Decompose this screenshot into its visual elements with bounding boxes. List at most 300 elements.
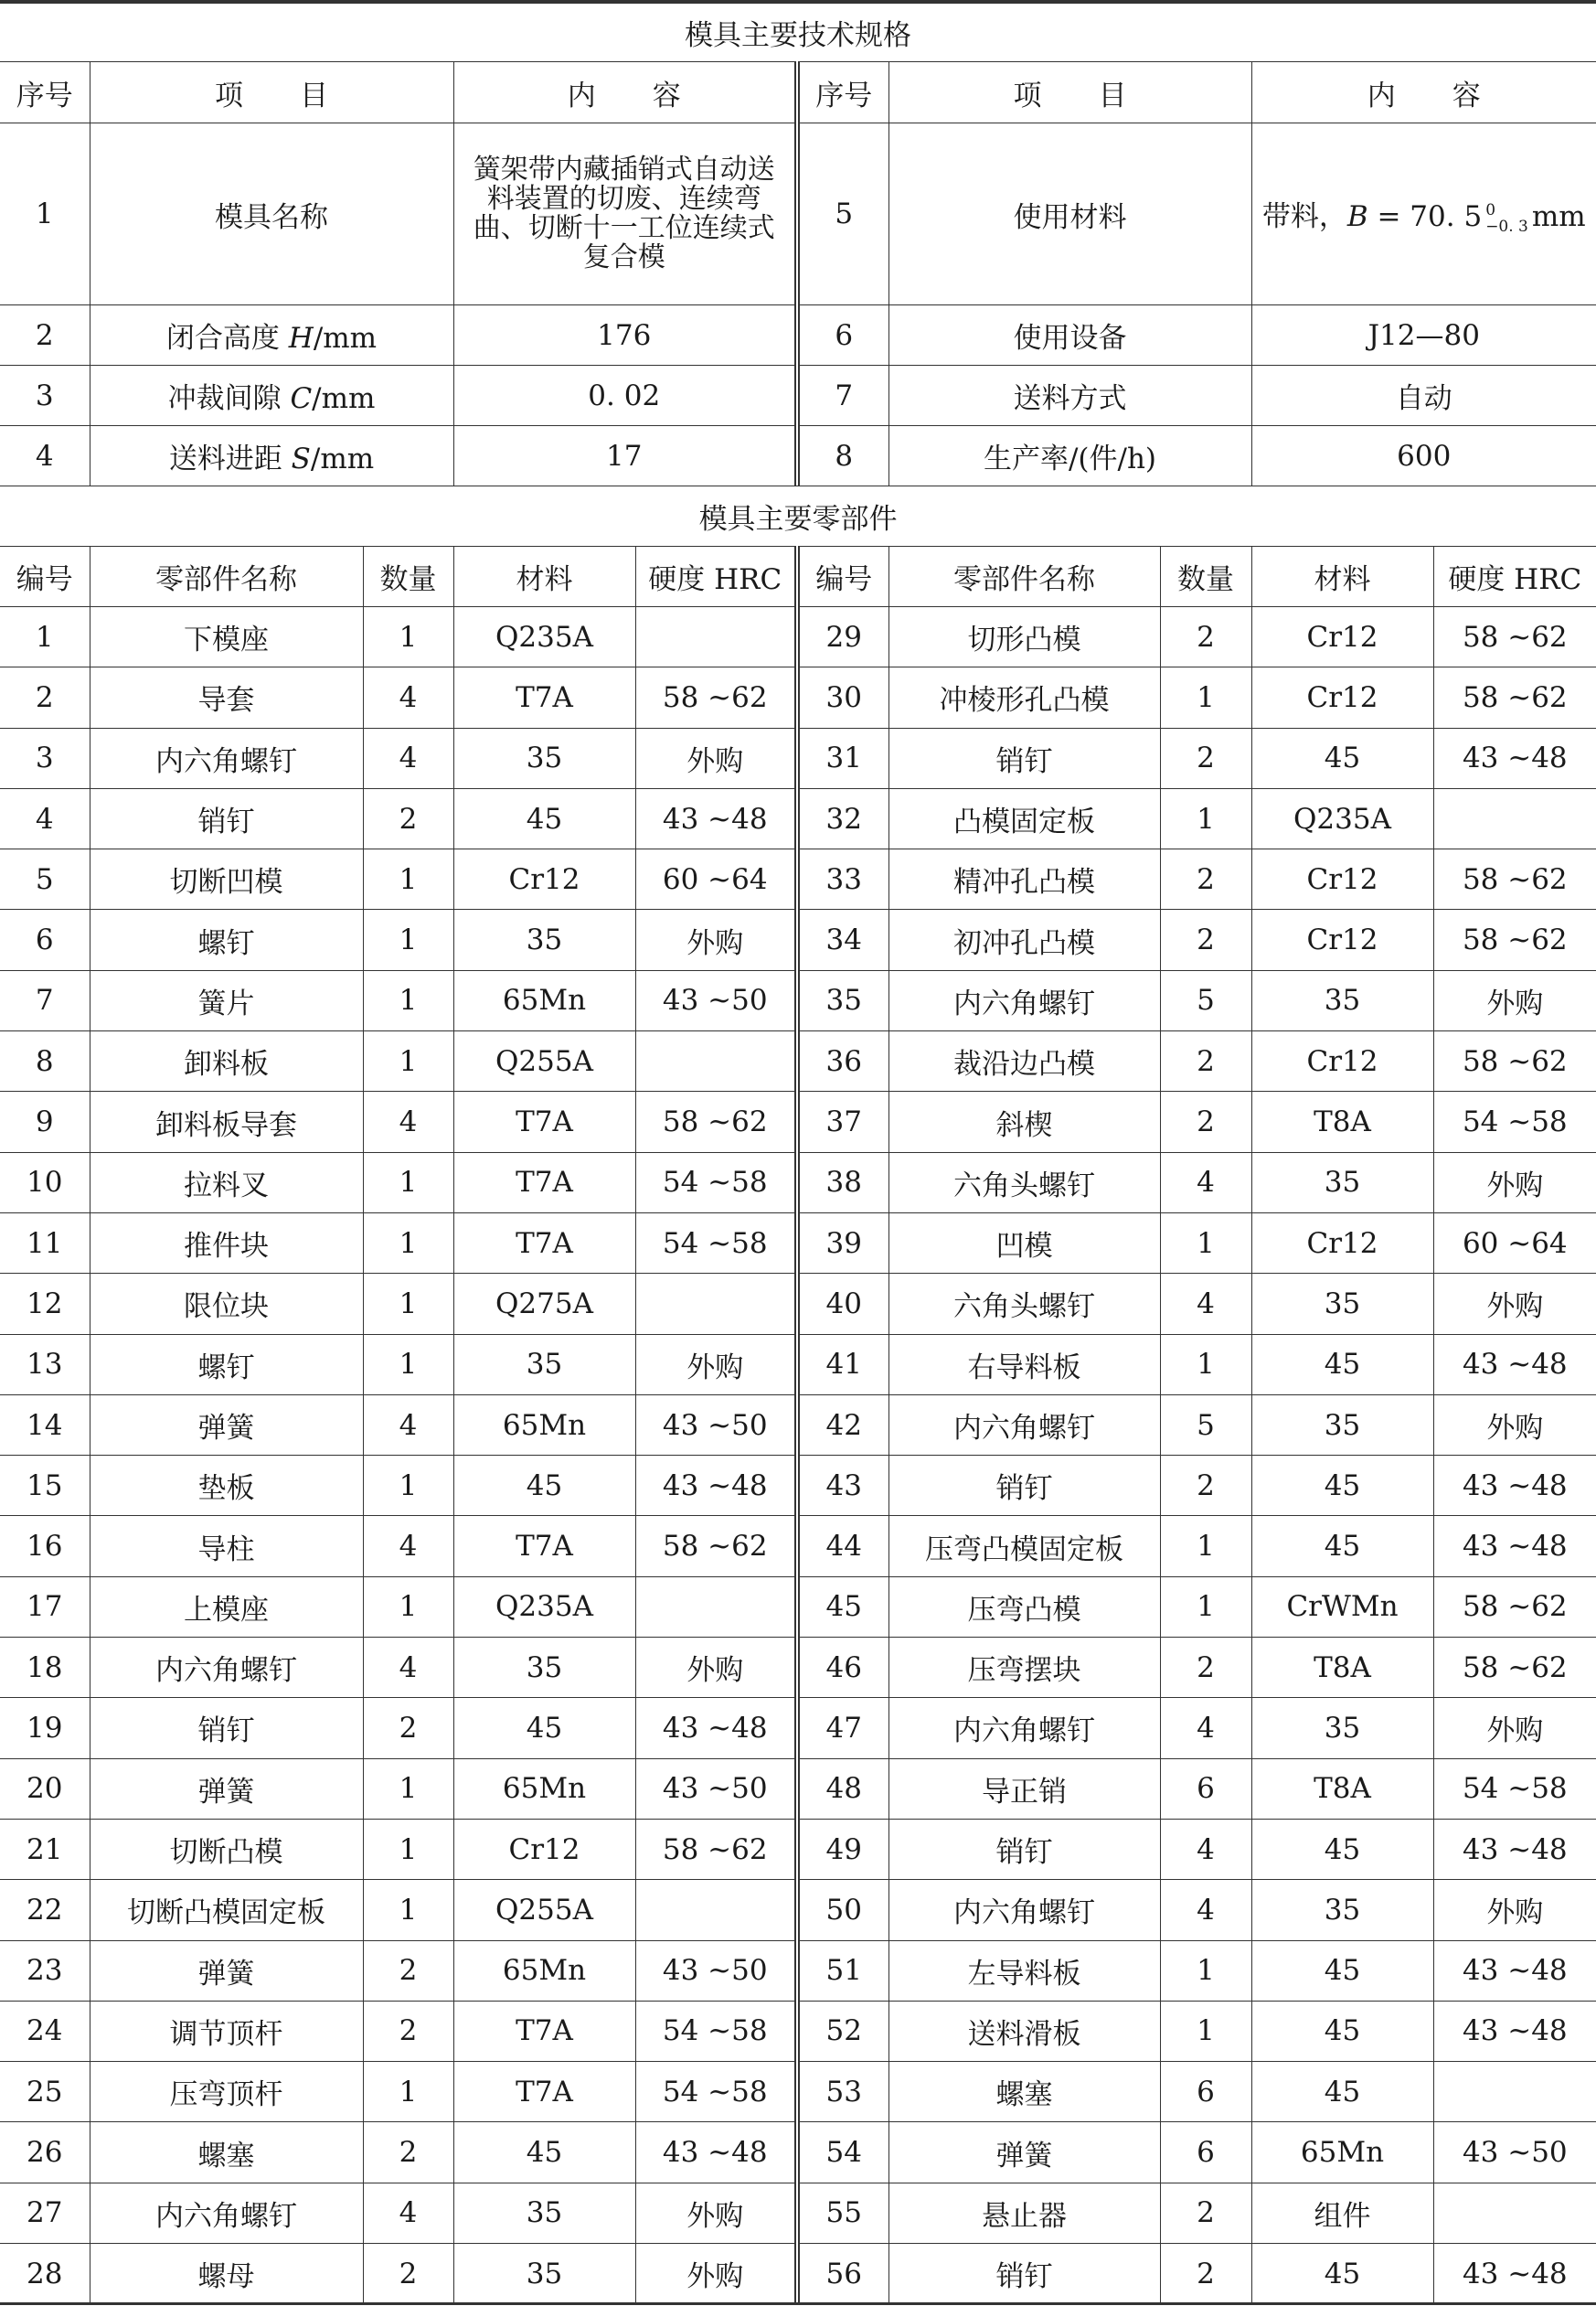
- spec-row: [0, 426, 1596, 486]
- part-material-cell: 35: [1251, 970, 1433, 1030]
- part-name-cell: 销钉: [888, 728, 1160, 788]
- part-qty-cell: 4: [363, 2183, 453, 2243]
- parts-row: [0, 1758, 1596, 1819]
- part-qty-cell: 4: [1160, 1274, 1251, 1334]
- part-material-cell: Q235A: [1251, 788, 1433, 849]
- part-name-cell: 销钉: [90, 788, 363, 849]
- part-material-cell: 组件: [1251, 2183, 1433, 2243]
- part-material-cell: Cr12: [1251, 849, 1433, 910]
- part-no-cell: 31: [797, 728, 888, 788]
- part-material-cell: 45: [1251, 1819, 1433, 1879]
- spec-header-no-right: 序号: [797, 62, 888, 123]
- part-material-cell: 45: [453, 2122, 635, 2183]
- part-hardness-cell: 43 ~48: [635, 2122, 797, 2183]
- part-hardness-cell: [635, 1031, 797, 1092]
- part-no-cell: 43: [797, 1456, 888, 1516]
- part-name-cell: 垫板: [90, 1456, 363, 1516]
- part-qty-cell: 6: [1160, 1758, 1251, 1819]
- parts-header-no-right: 编号: [797, 547, 888, 607]
- part-hardness-cell: 外购: [635, 2183, 797, 2243]
- part-qty-cell: 2: [363, 1698, 453, 1758]
- part-hardness-cell: 43 ~50: [635, 1394, 797, 1455]
- part-material-cell: T7A: [453, 1516, 635, 1576]
- parts-row: [0, 1698, 1596, 1758]
- part-hardness-cell: 43 ~50: [635, 970, 797, 1030]
- part-no-cell: 36: [797, 1031, 888, 1092]
- part-no-cell: 35: [797, 970, 888, 1030]
- part-name-cell: 六角头螺钉: [888, 1274, 1160, 1334]
- part-hardness-cell: 54 ~58: [635, 1152, 797, 1212]
- part-qty-cell: 6: [1160, 2062, 1251, 2122]
- part-no-cell: 44: [797, 1516, 888, 1576]
- parts-header-hardness-right: 硬度 HRC: [1433, 547, 1596, 607]
- part-qty-cell: 1: [1160, 1212, 1251, 1273]
- part-material-cell: Q235A: [453, 1576, 635, 1637]
- part-qty-cell: 4: [363, 667, 453, 728]
- material-tolerance: [1485, 202, 1528, 235]
- part-no-cell: 53: [797, 2062, 888, 2122]
- part-material-cell: 35: [453, 1638, 635, 1698]
- part-qty-cell: 1: [363, 1274, 453, 1334]
- tolerance-upper: 0: [1485, 200, 1496, 219]
- part-material-cell: Q255A: [453, 1031, 635, 1092]
- part-qty-cell: 2: [1160, 1031, 1251, 1092]
- part-no-cell: 39: [797, 1212, 888, 1273]
- part-hardness-cell: 58 ~62: [1433, 1638, 1596, 1698]
- part-material-cell: Cr12: [1251, 1031, 1433, 1092]
- part-name-cell: 压弯摆块: [888, 1638, 1160, 1698]
- spec-table: [0, 3, 1596, 486]
- part-hardness-cell: 60 ~64: [635, 849, 797, 910]
- part-material-cell: 35: [1251, 1274, 1433, 1334]
- part-no-cell: 32: [797, 788, 888, 849]
- part-qty-cell: 2: [1160, 1456, 1251, 1516]
- part-no-cell: 45: [797, 1576, 888, 1637]
- part-hardness-cell: 54 ~58: [635, 2001, 797, 2061]
- spec-item: [90, 366, 453, 426]
- part-name-cell: 切形凸模: [888, 607, 1160, 667]
- part-name-cell: 内六角螺钉: [888, 970, 1160, 1030]
- parts-header-name-left: 零部件名称: [90, 547, 363, 607]
- part-name-cell: 弹簧: [90, 1940, 363, 2001]
- spec-item: 模具名称: [90, 123, 453, 305]
- part-hardness-cell: 外购: [635, 1334, 797, 1394]
- part-hardness-cell: [635, 1880, 797, 1940]
- part-qty-cell: 4: [363, 728, 453, 788]
- part-hardness-cell: 58 ~62: [1433, 910, 1596, 970]
- spec-item-unit: /mm: [310, 443, 375, 475]
- part-qty-cell: 2: [363, 2122, 453, 2183]
- part-no-cell: 14: [0, 1394, 90, 1455]
- part-material-cell: 35: [1251, 1394, 1433, 1455]
- part-hardness-cell: 外购: [1433, 1698, 1596, 1758]
- part-no-cell: 50: [797, 1880, 888, 1940]
- part-material-cell: 65Mn: [1251, 2122, 1433, 2183]
- part-name-cell: 导柱: [90, 1516, 363, 1576]
- part-no-cell: 13: [0, 1334, 90, 1394]
- part-hardness-cell: 58 ~62: [635, 1819, 797, 1879]
- spec-title: 模具主要技术规格: [0, 4, 1596, 62]
- material-unit: mm: [1531, 200, 1586, 234]
- part-hardness-cell: 58 ~62: [1433, 607, 1596, 667]
- part-hardness-cell: 外购: [1433, 970, 1596, 1030]
- part-qty-cell: 4: [363, 1638, 453, 1698]
- part-no-cell: 33: [797, 849, 888, 910]
- part-qty-cell: 4: [363, 1092, 453, 1152]
- part-qty-cell: 4: [1160, 1880, 1251, 1940]
- part-qty-cell: 1: [1160, 1334, 1251, 1394]
- part-qty-cell: 1: [363, 1031, 453, 1092]
- part-material-cell: T7A: [453, 1212, 635, 1273]
- part-qty-cell: 1: [363, 1212, 453, 1273]
- part-no-cell: 12: [0, 1274, 90, 1334]
- bottom-rule: [0, 2302, 1596, 2305]
- part-material-cell: 65Mn: [453, 1940, 635, 2001]
- part-name-cell: 内六角螺钉: [888, 1698, 1160, 1758]
- part-hardness-cell: 外购: [635, 910, 797, 970]
- spec-item: 生产率/(件/h): [888, 426, 1251, 486]
- part-no-cell: 41: [797, 1334, 888, 1394]
- spec-no: 2: [0, 305, 90, 366]
- part-hardness-cell: 43 ~48: [1433, 1940, 1596, 2001]
- part-name-cell: 卸料板: [90, 1031, 363, 1092]
- part-qty-cell: 1: [1160, 667, 1251, 728]
- part-qty-cell: 1: [363, 1334, 453, 1394]
- parts-row: [0, 667, 1596, 728]
- part-hardness-cell: 43 ~50: [1433, 2122, 1596, 2183]
- parts-row: [0, 1031, 1596, 1092]
- parts-row: [0, 970, 1596, 1030]
- part-qty-cell: 2: [363, 788, 453, 849]
- parts-row: [0, 728, 1596, 788]
- spec-no: 3: [0, 366, 90, 426]
- part-name-cell: 弹簧: [90, 1758, 363, 1819]
- material-symbol: B: [1346, 200, 1368, 234]
- part-qty-cell: 1: [363, 1819, 453, 1879]
- part-no-cell: 47: [797, 1698, 888, 1758]
- part-name-cell: 弹簧: [90, 1394, 363, 1455]
- part-no-cell: 34: [797, 910, 888, 970]
- part-no-cell: 38: [797, 1152, 888, 1212]
- part-qty-cell: 1: [363, 607, 453, 667]
- part-name-cell: 推件块: [90, 1212, 363, 1273]
- part-hardness-cell: 58 ~62: [635, 1516, 797, 1576]
- spec-content: J12—80: [1251, 305, 1596, 366]
- spec-no: 6: [797, 305, 888, 366]
- parts-row: [0, 1456, 1596, 1516]
- part-name-cell: 销钉: [888, 1456, 1160, 1516]
- spec-header-row: [0, 62, 1596, 123]
- part-material-cell: Cr12: [453, 849, 635, 910]
- part-material-cell: Cr12: [1251, 910, 1433, 970]
- spec-item-symbol: H: [288, 322, 314, 355]
- part-material-cell: Q235A: [453, 607, 635, 667]
- part-qty-cell: 1: [363, 1576, 453, 1637]
- parts-row: [0, 1576, 1596, 1637]
- part-qty-cell: 1: [363, 1758, 453, 1819]
- part-no-cell: 22: [0, 1880, 90, 1940]
- part-material-cell: 45: [453, 788, 635, 849]
- part-material-cell: 45: [1251, 1940, 1433, 2001]
- material-prefix: 带料，: [1261, 200, 1347, 234]
- part-no-cell: 42: [797, 1394, 888, 1455]
- part-hardness-cell: 43 ~48: [1433, 2244, 1596, 2304]
- part-material-cell: 35: [1251, 1152, 1433, 1212]
- part-material-cell: 45: [453, 1698, 635, 1758]
- part-no-cell: 2: [0, 667, 90, 728]
- spec-material-value: [1251, 123, 1596, 305]
- part-material-cell: Cr12: [1251, 667, 1433, 728]
- part-no-cell: 29: [797, 607, 888, 667]
- part-name-cell: 切断凸模: [90, 1819, 363, 1879]
- part-qty-cell: 4: [363, 1394, 453, 1455]
- part-no-cell: 11: [0, 1212, 90, 1273]
- part-no-cell: 51: [797, 1940, 888, 2001]
- part-no-cell: 55: [797, 2183, 888, 2243]
- parts-row: [0, 1940, 1596, 2001]
- parts-header-row: [0, 547, 1596, 607]
- part-qty-cell: 2: [1160, 728, 1251, 788]
- part-qty-cell: 2: [363, 2001, 453, 2061]
- part-no-cell: 21: [0, 1819, 90, 1879]
- spec-item: 使用设备: [888, 305, 1251, 366]
- parts-header-hardness-left: 硬度 HRC: [635, 547, 797, 607]
- part-hardness-cell: [1433, 2062, 1596, 2122]
- parts-caption-row: [0, 486, 1596, 547]
- spec-item: 使用材料: [888, 123, 1251, 305]
- part-material-cell: 45: [1251, 728, 1433, 788]
- part-qty-cell: 2: [1160, 2244, 1251, 2304]
- part-name-cell: 凹模: [888, 1212, 1160, 1273]
- parts-row: [0, 788, 1596, 849]
- part-hardness-cell: 54 ~58: [635, 1212, 797, 1273]
- part-hardness-cell: 58 ~62: [635, 1092, 797, 1152]
- part-name-cell: 螺钉: [90, 1334, 363, 1394]
- part-material-cell: 45: [1251, 1516, 1433, 1576]
- part-name-cell: 销钉: [888, 2244, 1160, 2304]
- part-no-cell: 16: [0, 1516, 90, 1576]
- part-material-cell: 45: [1251, 1334, 1433, 1394]
- part-no-cell: 48: [797, 1758, 888, 1819]
- part-material-cell: 45: [453, 1456, 635, 1516]
- part-material-cell: 65Mn: [453, 1758, 635, 1819]
- part-qty-cell: 2: [1160, 910, 1251, 970]
- part-name-cell: 内六角螺钉: [90, 2183, 363, 2243]
- part-name-cell: 卸料板导套: [90, 1092, 363, 1152]
- spec-content: 簧架带内藏插销式自动送料装置的切废、连续弯曲、切断十一工位连续式复合模: [453, 123, 797, 305]
- spec-content: 0. 02: [453, 366, 797, 426]
- part-no-cell: 15: [0, 1456, 90, 1516]
- part-name-cell: 螺钉: [90, 910, 363, 970]
- spec-row: [0, 305, 1596, 366]
- part-name-cell: 弹簧: [888, 2122, 1160, 2183]
- parts-row: [0, 2183, 1596, 2243]
- part-name-cell: 冲棱形孔凸模: [888, 667, 1160, 728]
- part-qty-cell: 1: [363, 910, 453, 970]
- part-no-cell: 37: [797, 1092, 888, 1152]
- parts-title: 模具主要零部件: [0, 486, 1596, 547]
- part-qty-cell: 1: [1160, 788, 1251, 849]
- spec-item-unit: /mm: [313, 322, 378, 355]
- part-name-cell: 压弯凸模固定板: [888, 1516, 1160, 1576]
- part-material-cell: 35: [453, 728, 635, 788]
- part-no-cell: 54: [797, 2122, 888, 2183]
- part-name-cell: 精冲孔凸模: [888, 849, 1160, 910]
- part-qty-cell: 1: [1160, 1516, 1251, 1576]
- parts-row: [0, 2001, 1596, 2061]
- part-name-cell: 销钉: [888, 1819, 1160, 1879]
- part-no-cell: 18: [0, 1638, 90, 1698]
- part-qty-cell: 4: [1160, 1698, 1251, 1758]
- part-no-cell: 49: [797, 1819, 888, 1879]
- spec-item-text: 冲裁间隙: [167, 382, 291, 415]
- part-name-cell: 内六角螺钉: [90, 728, 363, 788]
- part-no-cell: 9: [0, 1092, 90, 1152]
- part-no-cell: 17: [0, 1576, 90, 1637]
- part-name-cell: 送料滑板: [888, 2001, 1160, 2061]
- part-hardness-cell: 43 ~48: [1433, 2001, 1596, 2061]
- part-material-cell: T7A: [453, 667, 635, 728]
- part-material-cell: 45: [1251, 2244, 1433, 2304]
- part-material-cell: 65Mn: [453, 1394, 635, 1455]
- spec-item-text: 闭合高度: [165, 322, 289, 355]
- part-material-cell: Q255A: [453, 1880, 635, 1940]
- part-qty-cell: 4: [1160, 1152, 1251, 1212]
- parts-header-no-left: 编号: [0, 547, 90, 607]
- part-qty-cell: 2: [1160, 1638, 1251, 1698]
- part-hardness-cell: 外购: [635, 728, 797, 788]
- part-hardness-cell: 43 ~48: [635, 1456, 797, 1516]
- part-qty-cell: 4: [363, 1516, 453, 1576]
- parts-row: [0, 1152, 1596, 1212]
- part-no-cell: 40: [797, 1274, 888, 1334]
- spec-item: [90, 305, 453, 366]
- part-name-cell: 右导料板: [888, 1334, 1160, 1394]
- parts-row: [0, 910, 1596, 970]
- part-no-cell: 28: [0, 2244, 90, 2304]
- part-hardness-cell: 外购: [1433, 1394, 1596, 1455]
- part-no-cell: 1: [0, 607, 90, 667]
- part-no-cell: 56: [797, 2244, 888, 2304]
- part-no-cell: 6: [0, 910, 90, 970]
- parts-row: [0, 1092, 1596, 1152]
- parts-row: [0, 2244, 1596, 2304]
- part-material-cell: Cr12: [1251, 1212, 1433, 1273]
- part-name-cell: 凸模固定板: [888, 788, 1160, 849]
- part-no-cell: 30: [797, 667, 888, 728]
- parts-row: [0, 849, 1596, 910]
- part-hardness-cell: 外购: [1433, 1152, 1596, 1212]
- part-material-cell: T7A: [453, 1152, 635, 1212]
- part-material-cell: 35: [1251, 1698, 1433, 1758]
- part-name-cell: 螺母: [90, 2244, 363, 2304]
- tolerance-lower: −0. 3: [1485, 217, 1528, 236]
- spec-content: 176: [453, 305, 797, 366]
- spec-header-content-left: 内 容: [453, 62, 797, 123]
- part-name-cell: 导正销: [888, 1758, 1160, 1819]
- part-material-cell: T7A: [453, 2001, 635, 2061]
- spec-row: [0, 366, 1596, 426]
- part-name-cell: 压弯凸模: [888, 1576, 1160, 1637]
- part-qty-cell: 1: [363, 1880, 453, 1940]
- part-hardness-cell: 58 ~62: [1433, 1576, 1596, 1637]
- part-hardness-cell: 43 ~48: [635, 1698, 797, 1758]
- part-no-cell: 5: [0, 849, 90, 910]
- part-name-cell: 裁沿边凸模: [888, 1031, 1160, 1092]
- part-material-cell: Q275A: [453, 1274, 635, 1334]
- part-hardness-cell: [1433, 2183, 1596, 2243]
- part-hardness-cell: 43 ~48: [1433, 1819, 1596, 1879]
- part-name-cell: 初冲孔凸模: [888, 910, 1160, 970]
- part-material-cell: 35: [453, 2244, 635, 2304]
- part-no-cell: 23: [0, 1940, 90, 2001]
- part-material-cell: 45: [1251, 1456, 1433, 1516]
- part-material-cell: Cr12: [453, 1819, 635, 1879]
- spec-no: 8: [797, 426, 888, 486]
- part-hardness-cell: 43 ~50: [635, 1940, 797, 2001]
- parts-row: [0, 607, 1596, 667]
- part-material-cell: T7A: [453, 1092, 635, 1152]
- spec-item-symbol: C: [290, 382, 313, 415]
- part-qty-cell: 1: [1160, 1940, 1251, 2001]
- part-name-cell: 左导料板: [888, 1940, 1160, 2001]
- part-hardness-cell: 54 ~58: [635, 2062, 797, 2122]
- part-material-cell: 35: [453, 2183, 635, 2243]
- part-hardness-cell: [635, 1274, 797, 1334]
- part-material-cell: 35: [453, 1334, 635, 1394]
- parts-row: [0, 2122, 1596, 2183]
- spec-header-item-right: 项 目: [888, 62, 1251, 123]
- part-hardness-cell: [635, 607, 797, 667]
- part-material-cell: 35: [1251, 1880, 1433, 1940]
- part-no-cell: 10: [0, 1152, 90, 1212]
- part-no-cell: 25: [0, 2062, 90, 2122]
- part-material-cell: T8A: [1251, 1092, 1433, 1152]
- spec-content: 600: [1251, 426, 1596, 486]
- spec-caption-row: [0, 4, 1596, 62]
- part-qty-cell: 2: [363, 1940, 453, 2001]
- part-qty-cell: 1: [363, 849, 453, 910]
- part-hardness-cell: 外购: [635, 1638, 797, 1698]
- part-no-cell: 24: [0, 2001, 90, 2061]
- part-material-cell: 45: [1251, 2001, 1433, 2061]
- part-qty-cell: 2: [1160, 607, 1251, 667]
- part-hardness-cell: 60 ~64: [1433, 1212, 1596, 1273]
- parts-header-name-right: 零部件名称: [888, 547, 1160, 607]
- part-no-cell: 46: [797, 1638, 888, 1698]
- part-hardness-cell: [635, 1576, 797, 1637]
- part-material-cell: 45: [1251, 2062, 1433, 2122]
- part-name-cell: 簧片: [90, 970, 363, 1030]
- parts-row: [0, 1516, 1596, 1576]
- spec-item-unit: /mm: [312, 382, 376, 415]
- part-name-cell: 调节顶杆: [90, 2001, 363, 2061]
- parts-row: [0, 1819, 1596, 1879]
- part-material-cell: 35: [453, 910, 635, 970]
- part-name-cell: 切断凸模固定板: [90, 1880, 363, 1940]
- spec-row: [0, 123, 1596, 305]
- spec-no: 7: [797, 366, 888, 426]
- part-name-cell: 悬止器: [888, 2183, 1160, 2243]
- part-hardness-cell: 外购: [1433, 1274, 1596, 1334]
- parts-table: [0, 486, 1596, 2304]
- parts-header-qty-left: 数量: [363, 547, 453, 607]
- part-no-cell: 27: [0, 2183, 90, 2243]
- part-qty-cell: 1: [363, 1152, 453, 1212]
- material-value: = 70. 5: [1367, 200, 1483, 234]
- part-material-cell: Cr12: [1251, 607, 1433, 667]
- parts-row: [0, 1212, 1596, 1273]
